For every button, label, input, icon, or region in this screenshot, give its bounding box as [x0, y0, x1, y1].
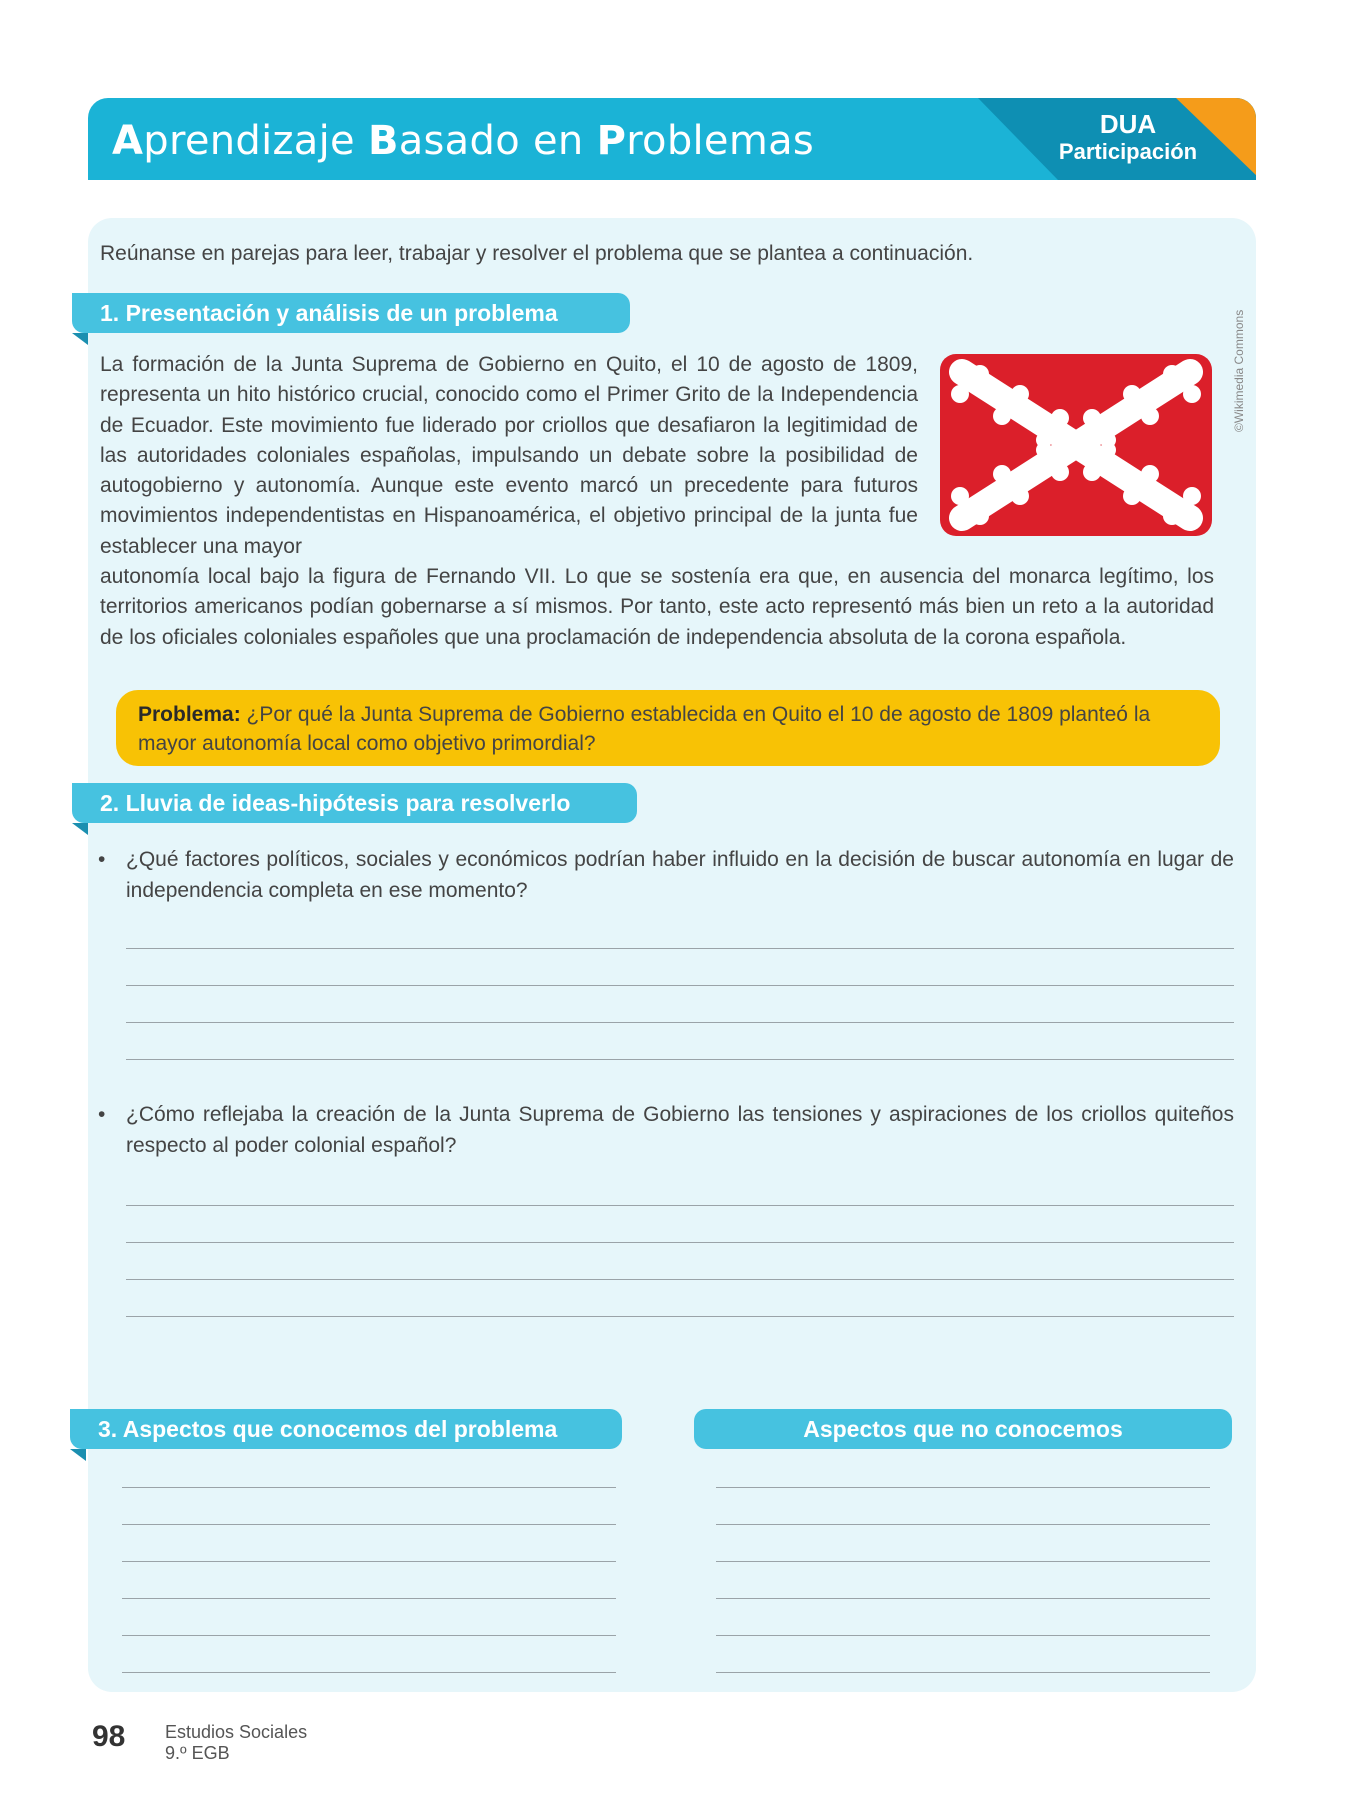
problem-text: ¿Por qué la Junta Suprema de Gobierno establecida en Quito el 10 de agosto de 1809 planteó la mayor autonomía local como objetivo primordial? [138, 703, 1151, 755]
flag-svg [940, 354, 1212, 536]
header-banner [88, 98, 1256, 180]
known-line-4[interactable] [122, 1598, 616, 1599]
title-part: prendizaje [143, 118, 368, 164]
footer-grade: 9.º EGB [165, 1743, 230, 1763]
question-2: ¿Cómo reflejaba la creación de la Junta Suprema de Gobierno las tensiones y aspiraciones de los criollos quiteños respecto al poder colonial español? [126, 1103, 1234, 1157]
title-part: asado en [398, 118, 597, 164]
section2-header-tail [72, 823, 88, 835]
answer-line-q2-1[interactable] [126, 1205, 1234, 1206]
cross-of-burgundy-flag-image [940, 354, 1212, 536]
known-line-6[interactable] [122, 1672, 616, 1673]
problem-label: Problema: [138, 703, 241, 726]
unknown-line-4[interactable] [716, 1598, 1210, 1599]
section1-header-tail [72, 333, 88, 345]
bullet-marker: • [98, 1103, 106, 1126]
answer-line-q1-2[interactable] [126, 985, 1234, 986]
answer-line-q2-3[interactable] [126, 1279, 1234, 1280]
known-line-5[interactable] [122, 1635, 616, 1636]
known-line-2[interactable] [122, 1524, 616, 1525]
section1-title: 1. Presentación y análisis de un problema [100, 300, 558, 326]
dua-badge [988, 110, 1256, 166]
title-part: A [112, 118, 144, 164]
bullet-marker: • [98, 848, 106, 871]
dua-sub: Participación [1058, 139, 1198, 164]
page-title [112, 118, 814, 164]
section2-title: 2. Lluvia de ideas-hipótesis para resolverlo [100, 790, 571, 816]
question-1: ¿Qué factores políticos, sociales y económicos podrían haber influido en la decisión de buscar autonomía en lugar de independencia completa en ese momento? [126, 848, 1234, 902]
section3-header-tail [70, 1449, 86, 1461]
section3-title: 3. Aspectos que conocemos del problema [98, 1416, 558, 1442]
answer-line-q2-4[interactable] [126, 1316, 1234, 1317]
intro-text: Reúnanse en parejas para leer, trabajar y resolver el problema que se plantea a continuación. [100, 242, 974, 265]
unknown-line-3[interactable] [716, 1561, 1210, 1562]
section1-header [72, 293, 630, 333]
title-part: P [596, 118, 627, 164]
known-line-3[interactable] [122, 1561, 616, 1562]
section1-paragraph-wrap: La formación de la Junta Suprema de Gobierno en Quito, el 10 de agosto de 1809, representa un hito histórico crucial, conocido como el Primer Grito de la Independencia de Ecuador. Este movimiento fue liderado por criollos que desafiaron la legitimidad de las autoridades coloniales españolas, impulsando un debate sobre la posibilidad de autogobierno y autonomía. Aunque este evento marcó un precedente para futuros movimientos independentistas en Hispanoamérica, el objetivo principal de la junta fue establecer una mayor [100, 353, 918, 558]
unknown-line-6[interactable] [716, 1672, 1210, 1673]
title-part: B [367, 118, 399, 164]
section1-paragraph-full: autonomía local bajo la figura de Fernando VII. Lo que se sostenía era que, en ausencia del monarca legítimo, los territorios americanos podían gobernarse a sí mismos. Por tanto, este acto representó más bien un reto a la autoridad de los oficiales coloniales españoles que una proclamación de independencia absoluta de la corona española. [100, 565, 1214, 649]
unknown-aspects-title: Aspectos que no conocemos [803, 1416, 1123, 1442]
unknown-line-5[interactable] [716, 1635, 1210, 1636]
section3-header [70, 1409, 622, 1449]
footer-subject: Estudios Sociales [165, 1722, 308, 1742]
dua-label: DUA [1099, 109, 1157, 139]
answer-line-q1-1[interactable] [126, 948, 1234, 949]
section2-header [72, 783, 637, 823]
known-line-1[interactable] [122, 1487, 616, 1488]
unknown-line-1[interactable] [716, 1487, 1210, 1488]
page-number: 98 [92, 1720, 126, 1753]
unknown-aspects-header [694, 1409, 1232, 1449]
answer-line-q1-3[interactable] [126, 1022, 1234, 1023]
image-credit: ©Wikimedia Commons [1232, 309, 1246, 432]
answer-line-q2-2[interactable] [126, 1242, 1234, 1243]
answer-line-q1-4[interactable] [126, 1059, 1234, 1060]
problem-box [116, 690, 1220, 766]
title-part: roblemas [626, 118, 815, 164]
unknown-line-2[interactable] [716, 1524, 1210, 1525]
